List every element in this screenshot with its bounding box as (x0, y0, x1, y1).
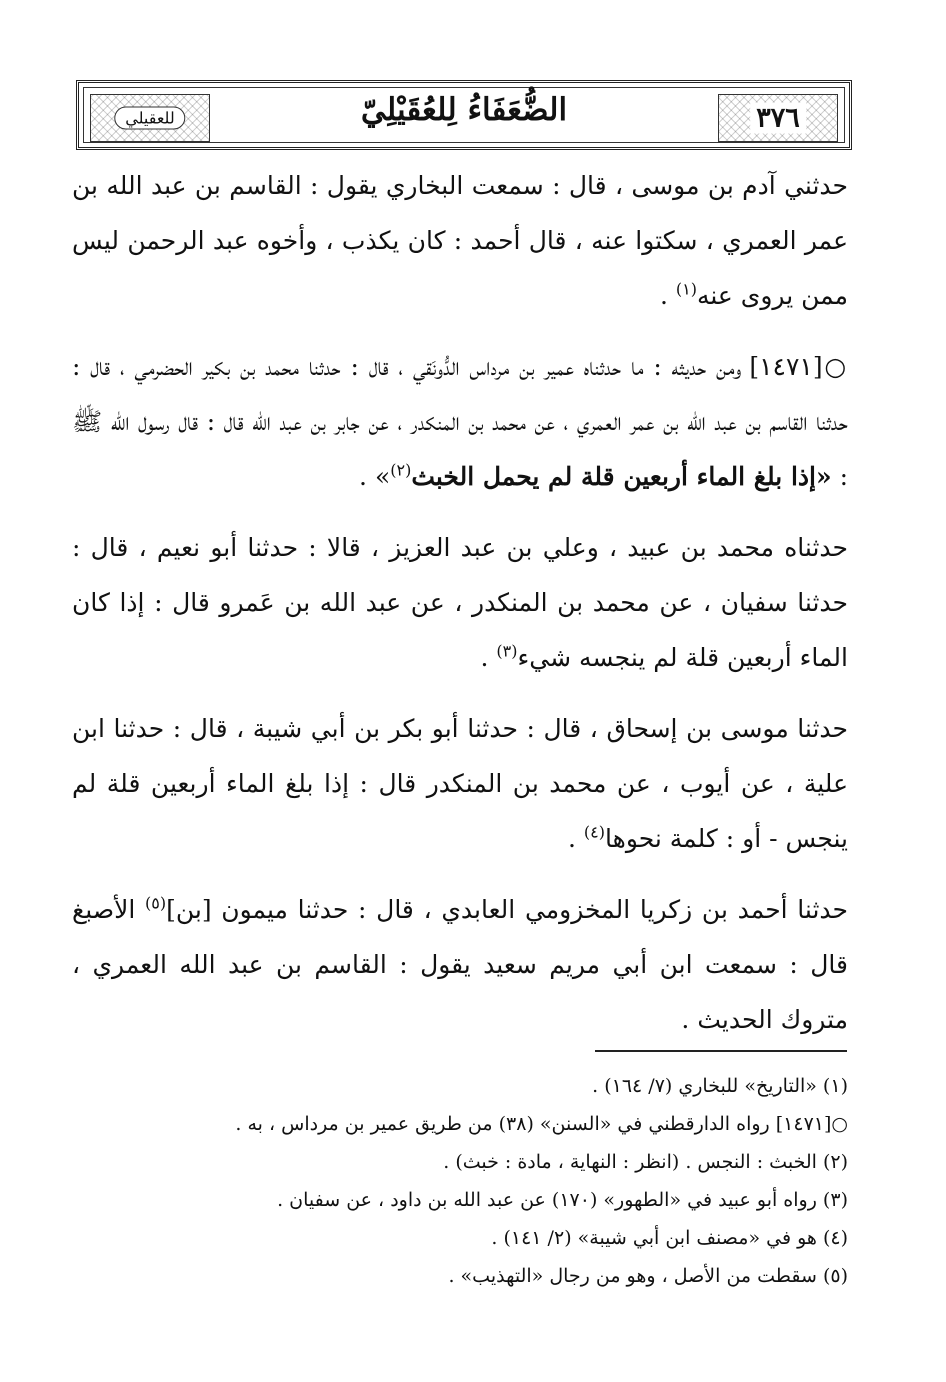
page-number: ٣٧٦ (750, 103, 806, 134)
footnotes (72, 1067, 848, 1295)
footnote-2: (٢) الخبث : النجس . (انظر : النهاية ، مادة : خبث) . (443, 1151, 848, 1173)
paragraph-3 (72, 520, 848, 685)
hadith-text: «إذا بلغ الماء أربعين قلة لم يحمل الخبث (411, 462, 832, 491)
footnote-ref: (٣) (496, 641, 518, 661)
footnote-ref: (٥) (144, 893, 167, 913)
footnote-ref: (٢) (390, 460, 412, 480)
paragraph-tail: . (480, 643, 497, 672)
paragraph-tail: . (568, 824, 584, 853)
footnote-separator (595, 1050, 847, 1052)
paragraph-text: حدثناه محمد بن عبيد ، وعلي بن عبد العزيز ، قالا : حدثنا أبو نعيم ، قال : حدثنا سفيان ، عن محمد بن المنكدر ، عن عبد الله بن عَمرو قال : إذا كان الماء أربعين قلة لم ينجسه شيء (72, 533, 848, 672)
footnote-ref: (٤) (583, 822, 606, 842)
paragraph-text: ○[١٤٧١] ومن حديثه : ما حدثناه عمير بن مرداس الدُّونَقي ، قال : حدثنا محمد بن بكير الحضرمي ، قال : حدثنا القاسم بن عبد الله بن عمر العمري ، عن محمد بن المنكدر ، عن جابر بن عبد الله قال : قال رسول الله ﷺ : (72, 352, 848, 491)
footnote-1471: ○[١٤٧١] رواه الدارقطني في «السنن» (٣٨) من طريق عمير بن مرداس ، به . (235, 1113, 848, 1135)
paragraph-text: حدثنا موسى بن إسحاق ، قال : حدثنا أبو بكر بن أبي شيبة ، قال : حدثنا ابن علية ، عن أيوب ، عن محمد بن المنكدر قال : إذا بلغ الماء أربعين قلة لم ينجس - أو : كلمة نحوها (72, 714, 849, 853)
paragraph-tail: » . (359, 462, 391, 491)
paragraph-5 (72, 882, 848, 1047)
header-frame (83, 87, 845, 143)
ornament-left-label: للعقيلي (114, 107, 185, 130)
paragraph-1 (72, 158, 848, 323)
main-text (72, 158, 848, 1063)
page-title: الضُّعَفَاءُ لِلعُقَيْلِيّ (360, 92, 568, 128)
page-header (76, 80, 852, 150)
paragraph-tail: الأصبغ قال : سمعت ابن أبي مريم سعيد يقول : القاسم بن عبد الله العمري ، متروك الحديث . (72, 895, 848, 1034)
paragraph-4 (72, 701, 848, 866)
footnote-ref: (١) (675, 279, 697, 299)
paragraph-2 (72, 339, 848, 504)
footnote-5: (٥) سقطت من الأصل ، وهو من رجال «التهذيب» . (448, 1265, 848, 1287)
paragraph-tail: . (659, 281, 676, 310)
paragraph-text: حدثنا أحمد بن زكريا المخزومي العابدي ، قال : حدثنا ميمون [بن] (166, 895, 848, 924)
footnote-1: (١) «التاريخ» للبخاري (٧/ ١٦٤) . (592, 1075, 848, 1097)
footnote-4: (٤) هو في «مصنف ابن أبي شيبة» (٢/ ١٤١) . (491, 1227, 848, 1249)
paragraph-text: حدثني آدم بن موسى ، قال : سمعت البخاري يقول : القاسم بن عبد الله بن عمر العمري ، سكتوا عنه ، قال أحمد : كان يكذب ، وأخوه عبد الرحمن ليس ممن يروى عنه (72, 171, 848, 310)
footnote-3: (٣) رواه أبو عبيد في «الطهور» (١٧٠) عن عبد الله بن داود ، عن سفيان . (277, 1189, 848, 1211)
